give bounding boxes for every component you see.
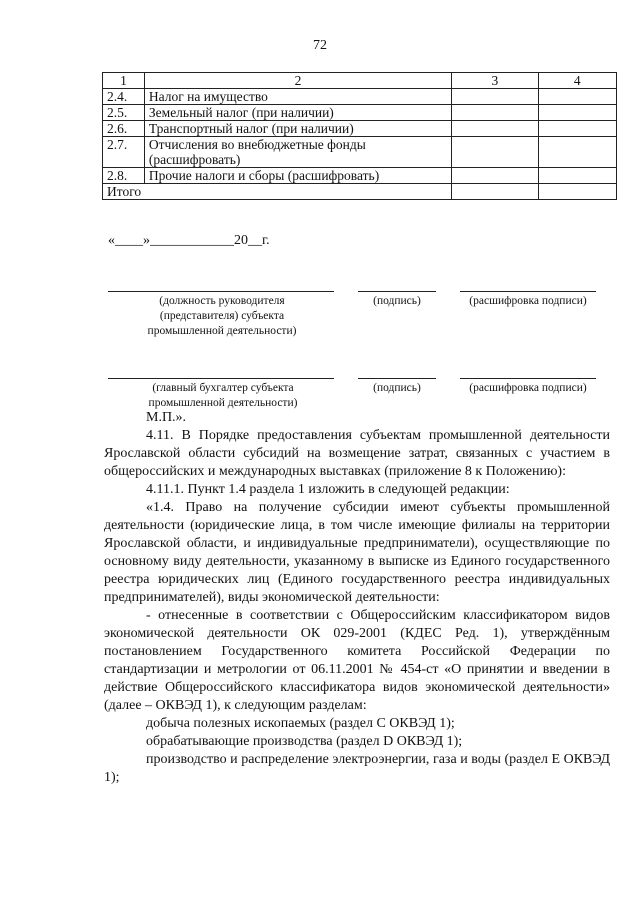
table-row [103,121,617,137]
table-header-cell: 4 [538,73,616,89]
table-total-row [103,184,617,200]
signature-caption: (подпись) [373,382,421,394]
row-value-cell [452,105,538,121]
document-body [104,427,610,787]
row-number: 2.6. [103,121,145,137]
paragraph: - отнесенные в соответствии с Общероссийским классификатором видов экономической деятельности ОК 029-2001 (КДЕС Ред. 1), утверждённым постановлением Государственного комитета Российской Федерации по стандартизации и метрологии от 06.11.2001 № 454-ст «О принятии и введении в действие Общероссийского классификатора видов экономической деятельности» (далее – ОКВЭД 1), к следующим разделам: [104,608,610,713]
position-caption: (главный бухгалтер субъекта промышленной деятельности) [148,382,298,409]
tax-table [102,72,617,200]
paragraph: «1.4. Право на получение субсидии имеют субъекты промышленной деятельности (юридические лица, в том числе имеющие филиалы на территории Ярославской области, и индивидуальные предприниматели), осуществляющие по основному виду деятельности, указанному в выписке из Единого государственного реестра юридических лиц (Единого государственного реестра индивидуальных предпринимателей), виды экономической деятельности: [104,500,610,605]
row-value-cell [452,89,538,105]
page-number: 72 [313,38,327,53]
paragraph: производство и распределение электроэнергии, газа и воды (раздел Е ОКВЭД 1); [104,752,610,785]
row-number: 2.7. [103,137,145,168]
table-row [103,168,617,184]
signature-line [358,291,436,292]
row-value-cell [538,105,616,121]
signature-caption: (подпись) [373,295,421,307]
decoding-signature-line [460,291,596,292]
table-header-cell: 2 [144,73,451,89]
row-value-cell [538,89,616,105]
paragraph: 4.11. В Порядке предоставления субъектам промышленной деятельности Ярославской области субсидий на возмещение затрат, связанных с участием в общероссийских и международных выставках (приложение 8 к Положению): [104,428,610,479]
signature-line [358,378,436,379]
decoding-caption: (расшифровка подписи) [469,295,587,307]
paragraph: обрабатывающие производства (раздел D ОКВЭД 1); [146,734,463,749]
decoding-caption: (расшифровка подписи) [469,382,587,394]
row-label: Транспортный налог (при наличии) [144,121,451,137]
row-value-cell [452,168,538,184]
position-signature-line [108,378,334,379]
position-signature-line [108,291,334,292]
table-header-row [103,73,617,89]
table-row [103,89,617,105]
row-value-cell [452,137,538,168]
stamp-mark: М.П.». [146,410,187,425]
row-number: 2.4. [103,89,145,105]
row-label: Отчисления во внебюджетные фонды (расшифровать) [144,137,451,168]
table-header-cell: 3 [452,73,538,89]
table-row [103,137,617,168]
total-value-cell [452,184,538,200]
total-label: Итого [103,184,452,200]
table-row [103,105,617,121]
row-value-cell [538,137,616,168]
total-value-cell [538,184,616,200]
date-line: «____»____________20__г. [108,233,270,248]
row-label: Налог на имущество [144,89,451,105]
decoding-signature-line [460,378,596,379]
paragraph: добыча полезных ископаемых (раздел С ОКВЭД 1); [146,716,455,731]
row-number: 2.8. [103,168,145,184]
row-value-cell [452,121,538,137]
table-header-cell: 1 [103,73,145,89]
row-label: Прочие налоги и сборы (расшифровать) [144,168,451,184]
row-value-cell [538,121,616,137]
position-caption: (должность руководителя (представителя) субъекта промышленной деятельности) [147,295,297,337]
row-label: Земельный налог (при наличии) [144,105,451,121]
paragraph: 4.11.1. Пункт 1.4 раздела 1 изложить в следующей редакции: [146,482,510,497]
row-value-cell [538,168,616,184]
row-number: 2.5. [103,105,145,121]
